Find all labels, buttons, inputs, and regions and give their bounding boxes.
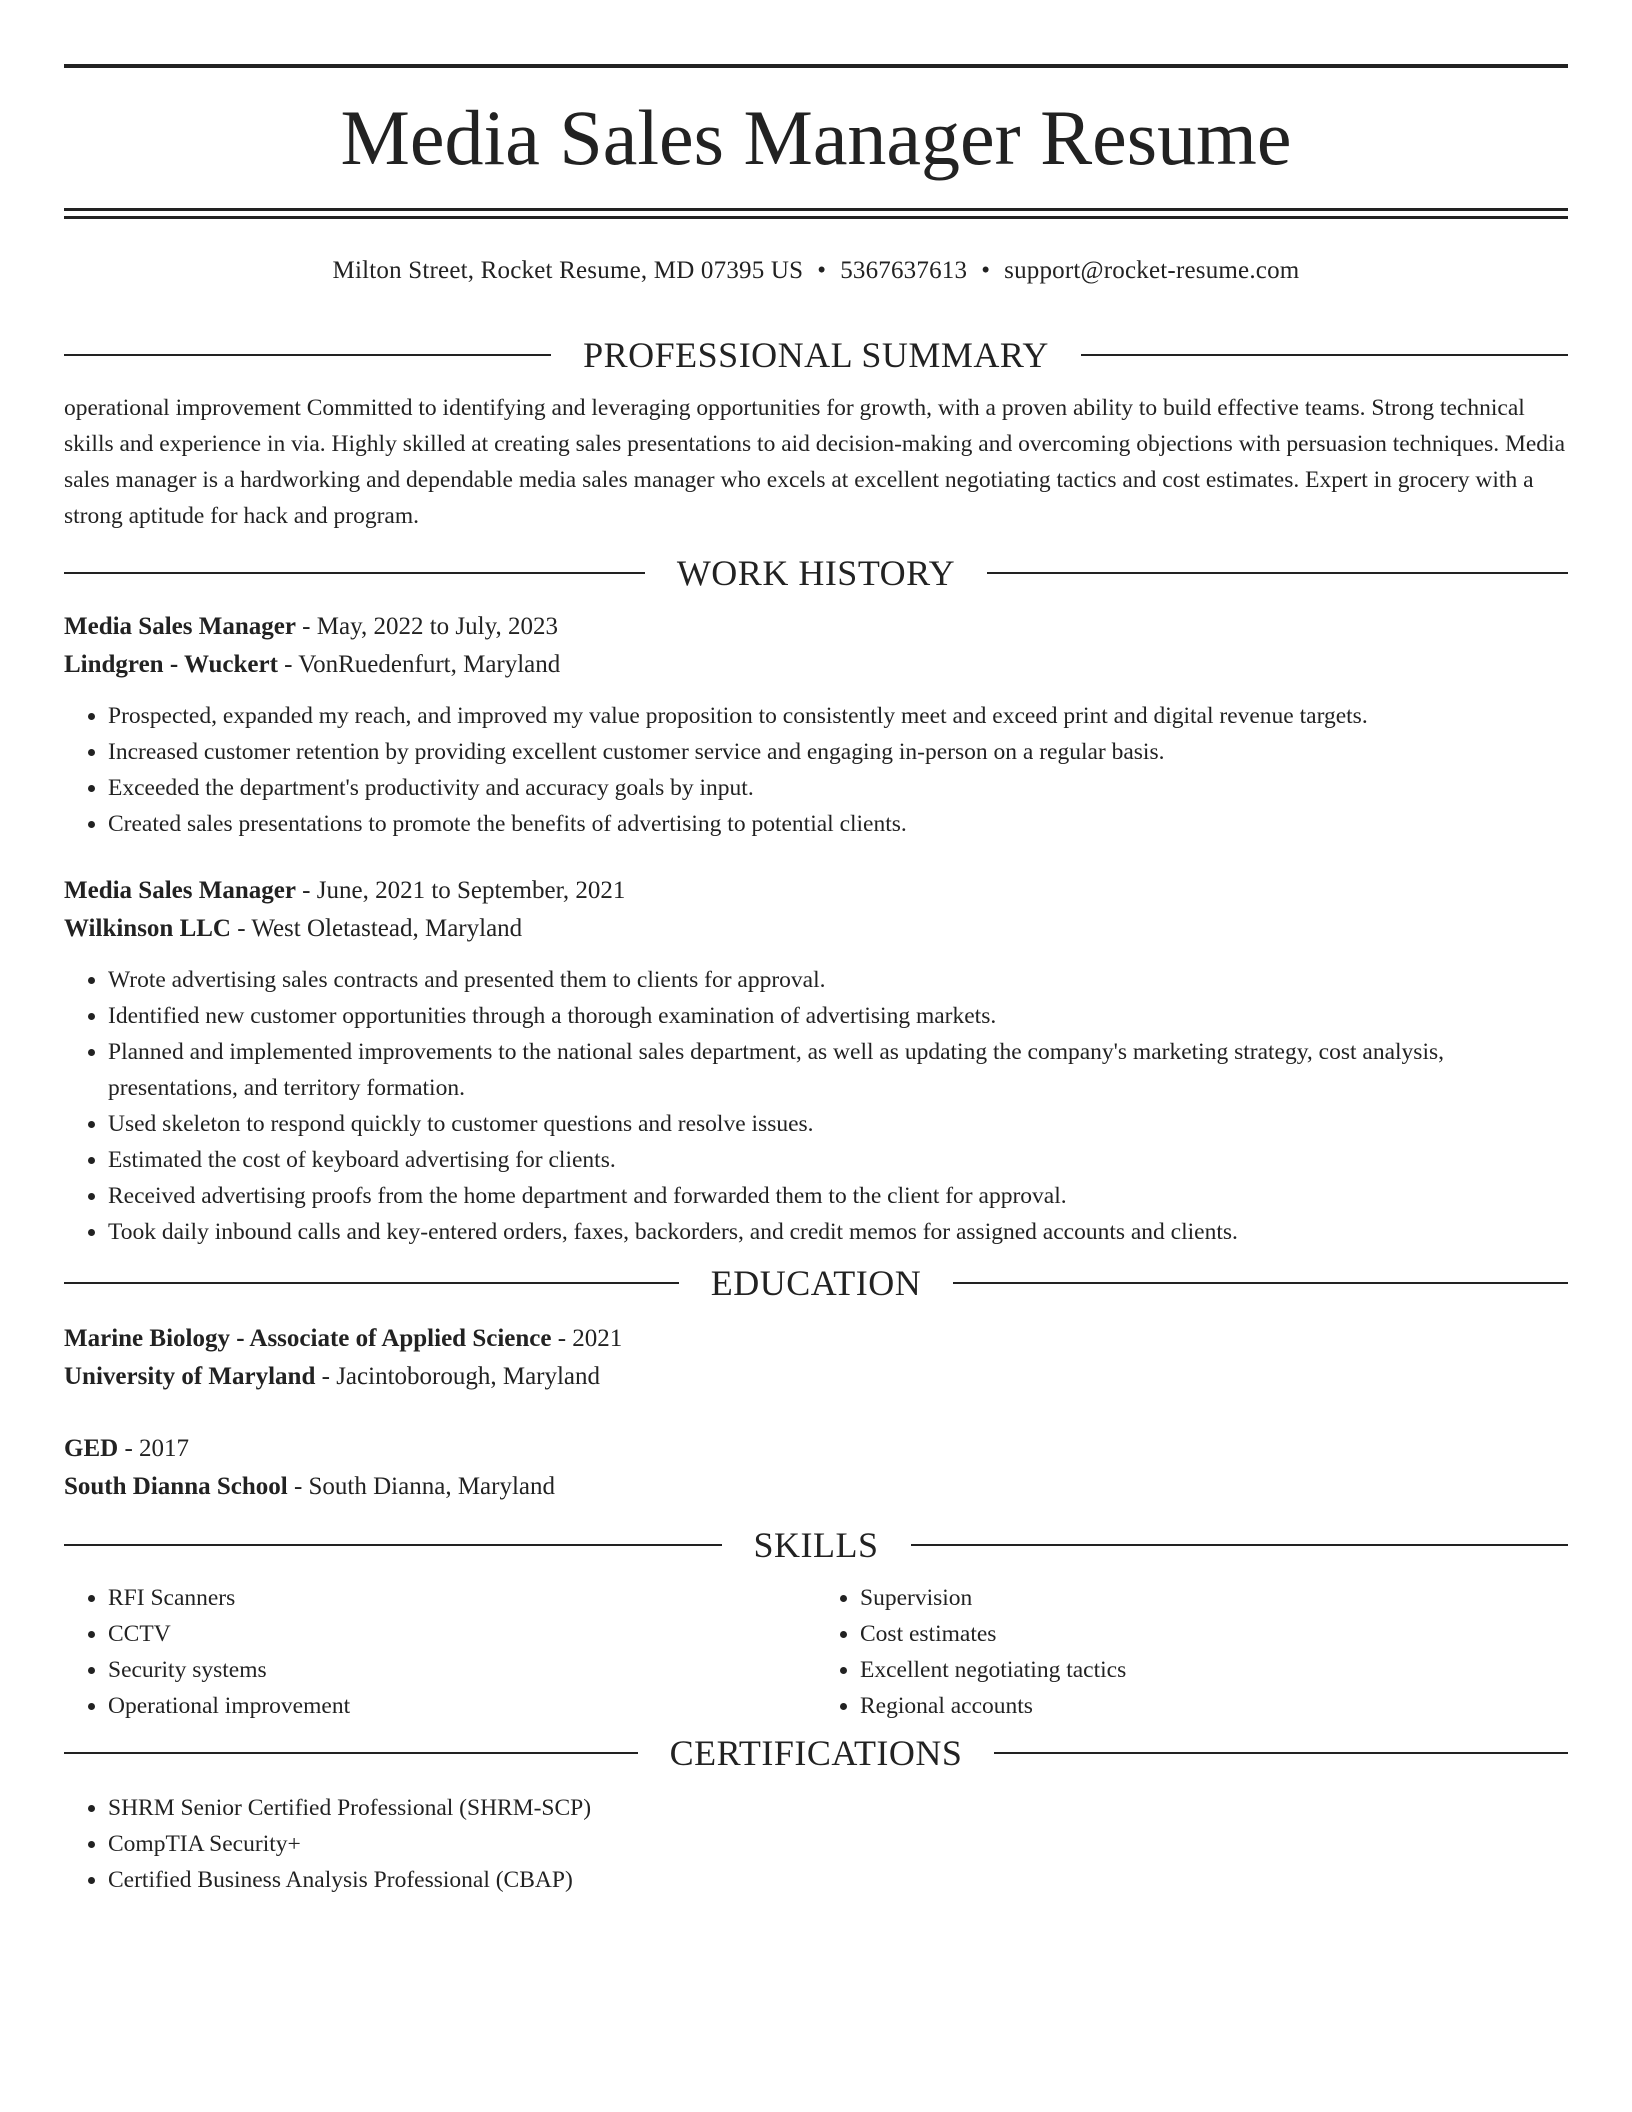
education-degree: GED bbox=[64, 1435, 119, 1462]
skill-item: • RFI Scanners bbox=[108, 1580, 816, 1616]
education-degree: Marine Biology - Associate of Applied Science bbox=[64, 1325, 552, 1352]
skills-list-right bbox=[816, 1580, 1568, 1724]
contact-email: support@rocket-resume.com bbox=[1004, 257, 1300, 284]
job-location: - VonRuedenfurt, Maryland bbox=[277, 651, 561, 678]
education-location: - Jacintoborough, Maryland bbox=[315, 1363, 601, 1390]
section-heading-certifications: CERTIFICATIONS bbox=[64, 1728, 1568, 1778]
header-top-rule bbox=[64, 64, 1568, 68]
job-bullet: • Took daily inbound calls and key-entered orders, faxes, backorders, and credit memos for assigned accounts and clients. bbox=[108, 1214, 1568, 1250]
job-bullet: • Planned and implemented improvements to the national sales department, as well as updating the company's marketing strategy, cost analysis, presentations, and territory formation. bbox=[108, 1034, 1568, 1106]
job-entry bbox=[64, 608, 1568, 842]
section-heading-skills: SKILLS bbox=[64, 1520, 1568, 1570]
job-bullet: • Estimated the cost of keyboard advertising for clients. bbox=[108, 1142, 1568, 1178]
skill-item: • Security systems bbox=[108, 1652, 816, 1688]
job-company: Lindgren - Wuckert bbox=[64, 651, 278, 678]
resume-content bbox=[64, 330, 1568, 1898]
summary-section bbox=[64, 330, 1568, 534]
job-title: Media Sales Manager bbox=[64, 613, 296, 640]
skill-item: • Supervision bbox=[860, 1580, 1568, 1616]
section-heading-work-history: WORK HISTORY bbox=[64, 548, 1568, 598]
education-year: - 2017 bbox=[118, 1435, 190, 1462]
job-bullet: • Used skeleton to respond quickly to customer questions and resolve issues. bbox=[108, 1106, 1568, 1142]
education-degree-line bbox=[64, 1430, 1568, 1468]
skills-section bbox=[64, 1520, 1568, 1724]
certification-item: • CompTIA Security+ bbox=[108, 1826, 1568, 1862]
contact-address: Milton Street, Rocket Resume, MD 07395 US bbox=[332, 257, 804, 284]
education-school-line bbox=[64, 1358, 1568, 1396]
contact-line bbox=[64, 253, 1568, 289]
section-heading-education: EDUCATION bbox=[64, 1258, 1568, 1308]
education-school-line bbox=[64, 1468, 1568, 1506]
education-section bbox=[64, 1258, 1568, 1506]
skills-list-left bbox=[64, 1580, 816, 1724]
skill-item: • Operational improvement bbox=[108, 1688, 816, 1724]
job-bullet: • Prospected, expanded my reach, and improved my value proposition to consistently meet and exceed print and digital revenue targets. bbox=[108, 698, 1568, 734]
education-school: South Dianna School bbox=[64, 1473, 288, 1500]
education-school: University of Maryland bbox=[64, 1363, 316, 1390]
job-bullet: • Increased customer retention by providing excellent customer service and engaging in-person on a regular basis. bbox=[108, 734, 1568, 770]
job-company-line bbox=[64, 646, 1568, 684]
job-entry bbox=[64, 872, 1568, 1250]
job-title: Media Sales Manager bbox=[64, 877, 296, 904]
resume-title: Media Sales Manager Resume bbox=[340, 94, 1292, 181]
job-dates: - May, 2022 to July, 2023 bbox=[295, 613, 558, 640]
education-degree-line bbox=[64, 1320, 1568, 1358]
job-bullet-list bbox=[64, 698, 1568, 842]
skills-columns bbox=[64, 1580, 1568, 1724]
job-company: Wilkinson LLC bbox=[64, 915, 231, 942]
certifications-section bbox=[64, 1728, 1568, 1898]
job-bullet: • Identified new customer opportunities through a thorough examination of advertising markets. bbox=[108, 998, 1568, 1034]
job-bullet: • Wrote advertising sales contracts and presented them to clients for approval. bbox=[108, 962, 1568, 998]
contact-separator: • bbox=[981, 257, 991, 284]
job-bullet: • Exceeded the department's productivity and accuracy goals by input. bbox=[108, 770, 1568, 806]
work-history-section bbox=[64, 548, 1568, 1250]
skill-item: • CCTV bbox=[108, 1616, 816, 1652]
section-heading-summary: PROFESSIONAL SUMMARY bbox=[64, 330, 1568, 380]
contact-phone: 5367637613 bbox=[840, 257, 968, 284]
job-bullet-list bbox=[64, 962, 1568, 1250]
job-location: - West Oletastead, Maryland bbox=[230, 915, 523, 942]
summary-text: operational improvement Committed to identifying and leveraging opportunities for growth, with a proven ability to build effective teams. Strong technical skills and experience in via. Highly skilled at creating sales presentations to aid decision-making and overcoming objections with persuasion techniques. Media sales manager is a hardworking and dependable media sales manager who excels at excellent negotiating tactics and cost estimates. Expert in grocery with a strong aptitude for hack and program. bbox=[64, 395, 1566, 529]
certifications-list bbox=[64, 1790, 1568, 1898]
job-company-line bbox=[64, 910, 1568, 948]
skill-item: • Cost estimates bbox=[860, 1616, 1568, 1652]
skill-item: • Excellent negotiating tactics bbox=[860, 1652, 1568, 1688]
certification-item: • Certified Business Analysis Professional (CBAP) bbox=[108, 1862, 1568, 1898]
education-entry bbox=[64, 1320, 1568, 1396]
job-bullet: • Created sales presentations to promote the benefits of advertising to potential clients. bbox=[108, 806, 1568, 842]
contact-separator: • bbox=[817, 257, 827, 284]
job-dates: - June, 2021 to September, 2021 bbox=[295, 877, 626, 904]
education-year: - 2021 bbox=[551, 1325, 623, 1352]
certification-item: • SHRM Senior Certified Professional (SHRM-SCP) bbox=[108, 1790, 1568, 1826]
job-title-line bbox=[64, 608, 1568, 646]
education-entry bbox=[64, 1430, 1568, 1506]
header-bottom-rule-second bbox=[64, 216, 1568, 219]
skill-item: • Regional accounts bbox=[860, 1688, 1568, 1724]
header-bottom-rule bbox=[64, 208, 1568, 211]
job-title-line bbox=[64, 872, 1568, 910]
job-bullet: • Received advertising proofs from the home department and forwarded them to the client for approval. bbox=[108, 1178, 1568, 1214]
education-location: - South Dianna, Maryland bbox=[287, 1473, 556, 1500]
